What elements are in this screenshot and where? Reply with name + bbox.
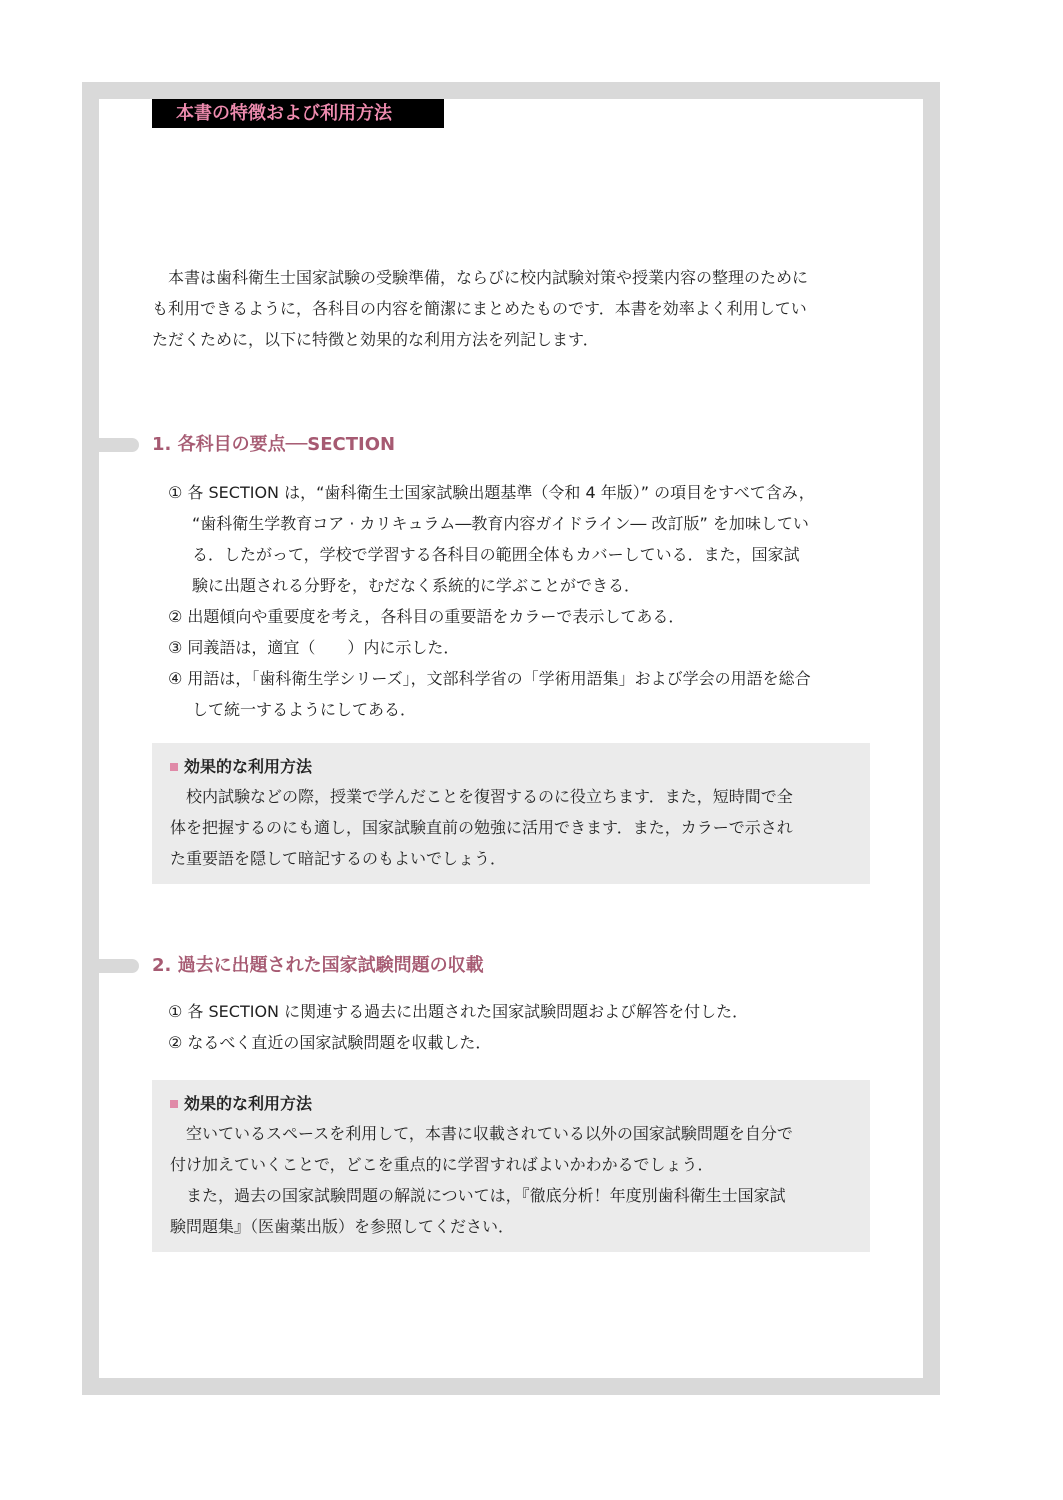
section-1-tip-box <box>152 743 870 884</box>
intro-line: 本書は歯科衛生士国家試験の受験準備，ならびに校内試験対策や授業内容の整理のために <box>168 268 809 287</box>
tip-line: た重要語を隠して暗記するのもよいでしょう． <box>170 849 507 868</box>
list-item-line: ① 各 SECTION は，“歯科衛生士国家試験出題基準（令和 4 年版）” の項目をすべて含み， <box>168 483 815 502</box>
section-1-heading: 1. 各科目の要点──SECTION <box>152 434 396 455</box>
list-item-line: る．したがって，学校で学習する各科目の範囲全体もカバーしている．また，国家試 <box>192 545 800 564</box>
section-2-heading: 2. 過去に出題された国家試験問題の収載 <box>152 955 484 976</box>
tip-title <box>170 753 854 781</box>
page-title: 本書の特徴および利用方法 <box>152 99 444 128</box>
tip-line: 付け加えていくことで，どこを重点的に学習すればよいかわかるでしょう． <box>170 1155 714 1174</box>
list-item-line: ④ 用語は，「歯科衛生学シリーズ」，文部科学省の「学術用語集」および学会の用語を総合 <box>168 669 811 688</box>
tip-line: 校内試験などの際，授業で学んだことを復習するのに役立ちます．また，短時間で全 <box>186 787 793 806</box>
section-1-list <box>168 477 888 725</box>
list-item <box>168 996 888 1027</box>
square-bullet-icon <box>170 1100 178 1108</box>
section-2-list <box>168 996 888 1058</box>
section-2-tip-box <box>152 1080 870 1252</box>
tip-line: 空いているスペースを利用して，本書に収載されている以外の国家試験問題を自分で <box>186 1124 793 1143</box>
list-item <box>168 601 888 632</box>
intro-line: も利用できるように，各科目の内容を簡潔にまとめたものです．本書を効率よく利用してい <box>152 299 807 318</box>
list-item <box>168 1027 888 1058</box>
section-tab-marker <box>99 959 139 973</box>
list-item <box>168 663 888 725</box>
tip-title <box>170 1090 854 1118</box>
intro-paragraph <box>152 262 872 355</box>
list-item-line: “歯科衛生学教育コア · カリキュラム―教育内容ガイドライン― 改訂版” を加味してい <box>192 514 809 533</box>
tip-line: また，過去の国家試験問題の解説については，『徹底分析！年度別歯科衛生士国家試 <box>186 1186 786 1205</box>
tip-line: 体を把握するのにも適し，国家試験直前の勉強に活用できます．また，カラーで示され <box>170 818 793 837</box>
square-bullet-icon <box>170 763 178 771</box>
list-item-line: して統一するようにしてある． <box>192 700 417 719</box>
list-item-line: ① 各 SECTION に関連する過去に出題された国家試験問題および解答を付した． <box>168 1002 749 1021</box>
section-tab-marker <box>99 438 139 452</box>
intro-line: ただくために，以下に特徴と効果的な利用方法を列記します． <box>152 330 599 349</box>
list-item-line: ② なるべく直近の国家試験問題を収載した． <box>168 1033 492 1052</box>
tip-title-text: 効果的な利用方法 <box>184 757 313 776</box>
list-item <box>168 632 888 663</box>
tip-title-text: 効果的な利用方法 <box>184 1094 313 1113</box>
list-item <box>168 477 888 601</box>
list-item-line: ③ 同義語は，適宜（ ）内に示した． <box>168 638 460 657</box>
list-item-line: ② 出題傾向や重要度を考え，各科目の重要語をカラーで表示してある． <box>168 607 685 626</box>
tip-line: 験問題集』（医歯薬出版）を参照してください． <box>170 1217 515 1236</box>
list-item-line: 験に出題される分野を，むだなく系統的に学ぶことができる． <box>192 576 641 595</box>
